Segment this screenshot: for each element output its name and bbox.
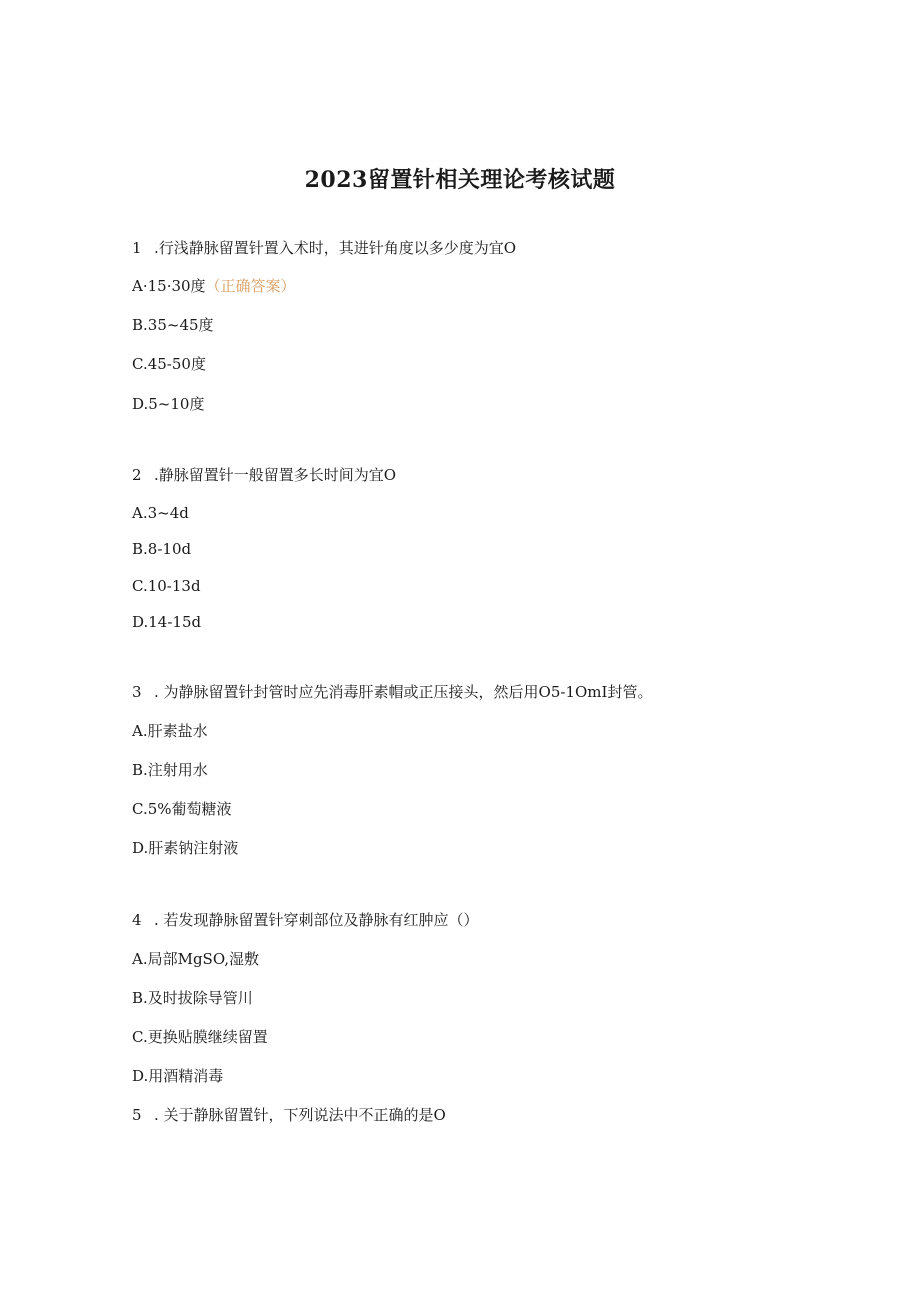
question-5 [132,1104,446,1126]
option-text: A.肝素盐水 [132,722,208,740]
question-2 [132,464,396,486]
option-text: A·15·30度 [132,277,206,295]
question-number: 3 [132,683,142,701]
question-number: 5 [132,1106,142,1124]
option-1a [132,275,296,297]
option-text: C.45-50度 [132,355,206,373]
option-3a [132,720,208,742]
option-text: B.8-10d [132,540,192,558]
option-text: A.3~4d [132,504,189,522]
option-4b [132,987,253,1009]
option-text: D.14-15d [132,613,202,631]
option-text: A.局部MgSO,湿敷 [132,950,260,968]
option-1b [132,314,214,336]
option-3b [132,759,208,781]
option-2a [132,502,189,524]
option-4d [132,1065,223,1087]
option-text: C.更换贴膜继续留置 [132,1028,268,1046]
option-2b [132,538,191,560]
option-text: B.注射用水 [132,761,208,779]
option-text: C.5%葡萄糖液 [132,800,232,818]
question-1 [132,237,516,259]
option-2d [132,611,201,633]
option-3c [132,798,232,820]
option-1c [132,353,206,375]
option-1d [132,393,204,415]
question-number: 4 [132,911,142,929]
option-text: D.5~10度 [132,395,205,413]
question-3 [132,681,652,703]
question-text: . 关于静脉留置针，下列说法中不正确的是O [154,1106,446,1124]
question-4 [132,909,479,931]
question-text: . 若发现静脉留置针穿刺部位及静脉有红肿应（） [154,911,479,929]
question-text: .静脉留置针一般留置多长时间为宜O [154,466,397,484]
option-text: B.及时拔除导管川 [132,989,253,1007]
question-text: .行浅静脉留置针置入术时，其进针角度以多少度为宜O [154,239,517,257]
option-text: B.35~45度 [132,316,214,334]
question-text: . 为静脉留置针封管时应先消毒肝素帽或正压接头，然后用O5-1OmI封管。 [154,683,653,701]
question-number: 1 [132,239,142,257]
option-text: D.用酒精消毒 [132,1067,224,1085]
option-2c [132,575,201,597]
option-text: D.肝素钠注射液 [132,839,239,857]
option-3d [132,837,238,859]
question-number: 2 [132,466,142,484]
option-text: C.10-13d [132,577,201,595]
option-4a [132,948,259,970]
page-title: 2023留置针相关理论考核试题 [304,167,616,193]
correct-answer-mark: （正确答案） [205,277,296,295]
option-4c [132,1026,268,1048]
